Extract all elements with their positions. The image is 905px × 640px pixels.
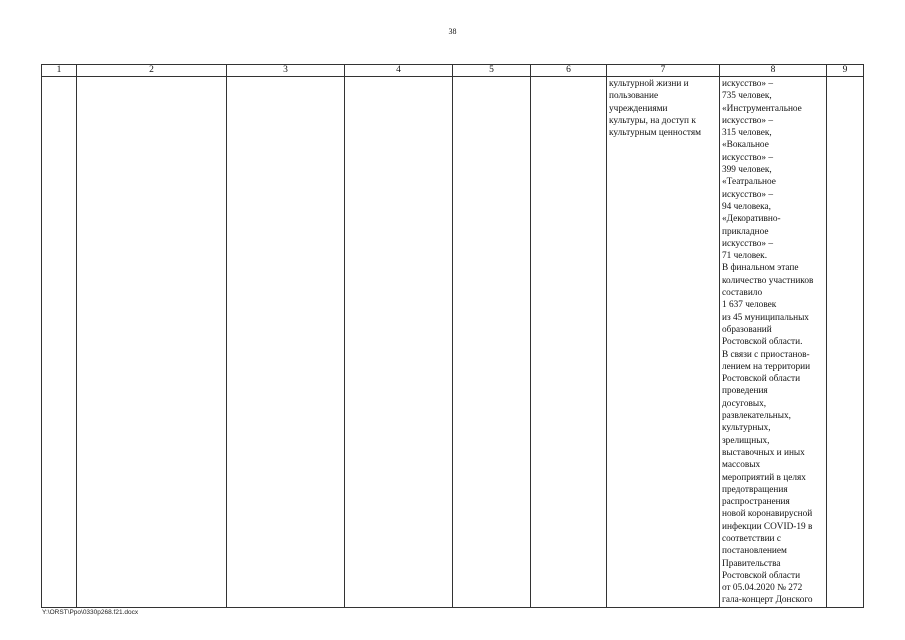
cell-col-4 xyxy=(345,77,453,608)
text-line: выставочных и иных xyxy=(722,447,805,458)
text-line: количество участников xyxy=(722,275,814,286)
cell-col-2 xyxy=(77,77,227,608)
column-header-7: 7 xyxy=(607,65,720,77)
text-line: искусство» – xyxy=(722,238,774,249)
text-line: прикладное xyxy=(722,226,769,237)
page-number: 38 xyxy=(448,27,457,36)
text-line: культурной жизни и xyxy=(609,79,689,89)
text-line: лением на территории xyxy=(722,361,811,372)
text-line: досуговых, xyxy=(722,398,767,409)
text-line: «Декоративно- xyxy=(722,214,781,225)
text-line: В связи с приостанов- xyxy=(722,349,810,360)
text-line: искусство» – xyxy=(722,189,774,200)
text-line: Ростовской области. xyxy=(722,337,803,348)
text-line: «Вокальное xyxy=(722,140,769,151)
text-line: образований xyxy=(722,324,772,335)
text-line: 71 человек. xyxy=(722,251,768,262)
text-line: новой коронавирусной xyxy=(722,509,813,520)
column-header-5: 5 xyxy=(453,65,531,77)
text-line: 399 человек, xyxy=(722,165,772,176)
cell-col-7-text xyxy=(607,77,719,139)
text-line: составило xyxy=(722,288,763,299)
text-line: пользование xyxy=(609,91,659,102)
column-header-3: 3 xyxy=(227,65,345,77)
text-line: учреждениями xyxy=(609,103,668,114)
text-line: искусство» – xyxy=(722,115,774,126)
text-line: развлекательных, xyxy=(722,411,792,422)
text-line: постановлением xyxy=(722,546,787,557)
text-line: «Инструментальное xyxy=(722,103,802,114)
text-line: В финальном этапе xyxy=(722,263,799,274)
text-line: культурным ценностям xyxy=(609,128,701,139)
cell-col-1 xyxy=(42,77,77,608)
cell-col-9 xyxy=(827,77,864,608)
text-line: Ростовской области xyxy=(722,570,801,581)
text-line: культурных, xyxy=(722,423,771,434)
column-header-1: 1 xyxy=(42,65,77,77)
text-line: инфекции COVID-19 в xyxy=(722,521,813,532)
text-line: культуры, на доступ к xyxy=(609,115,696,126)
column-header-6: 6 xyxy=(531,65,607,77)
text-line: Правительства xyxy=(722,558,781,569)
text-line: искусство» – xyxy=(722,79,774,89)
cell-col-5 xyxy=(453,77,531,608)
column-header-4: 4 xyxy=(345,65,453,77)
cell-col-8 xyxy=(720,77,827,608)
column-header-9: 9 xyxy=(827,65,864,77)
text-line: «Театральное xyxy=(722,177,776,188)
cell-col-8-text xyxy=(720,77,826,607)
table-row xyxy=(42,77,864,608)
text-line: соответствии с xyxy=(722,533,781,544)
text-line: гала-концерт Донского xyxy=(722,595,813,606)
text-line: зрелищных, xyxy=(722,435,770,446)
file-path-footer: Y:\ORST\Ppo\0330p268.f21.docx xyxy=(42,609,139,616)
text-line: мероприятий в целях xyxy=(722,472,806,483)
text-line: от 05.04.2020 № 272 xyxy=(722,583,803,594)
header-row xyxy=(42,65,864,77)
text-line: Ростовской области xyxy=(722,374,801,385)
text-line: массовых xyxy=(722,460,761,471)
text-line: 1 637 человек xyxy=(722,300,777,311)
text-line: распространения xyxy=(722,497,790,508)
column-header-8: 8 xyxy=(720,65,827,77)
text-line: проведения xyxy=(722,386,768,397)
text-line: искусство» – xyxy=(722,152,774,163)
text-line: из 45 муниципальных xyxy=(722,312,809,323)
data-table xyxy=(41,64,864,608)
text-line: 315 человек, xyxy=(722,128,772,139)
text-line: предотвращения xyxy=(722,484,788,495)
cell-col-6 xyxy=(531,77,607,608)
text-line: 735 человек, xyxy=(722,91,772,102)
cell-col-7 xyxy=(607,77,720,608)
text-line: 94 человека, xyxy=(722,201,771,212)
cell-col-3 xyxy=(227,77,345,608)
column-header-2: 2 xyxy=(77,65,227,77)
